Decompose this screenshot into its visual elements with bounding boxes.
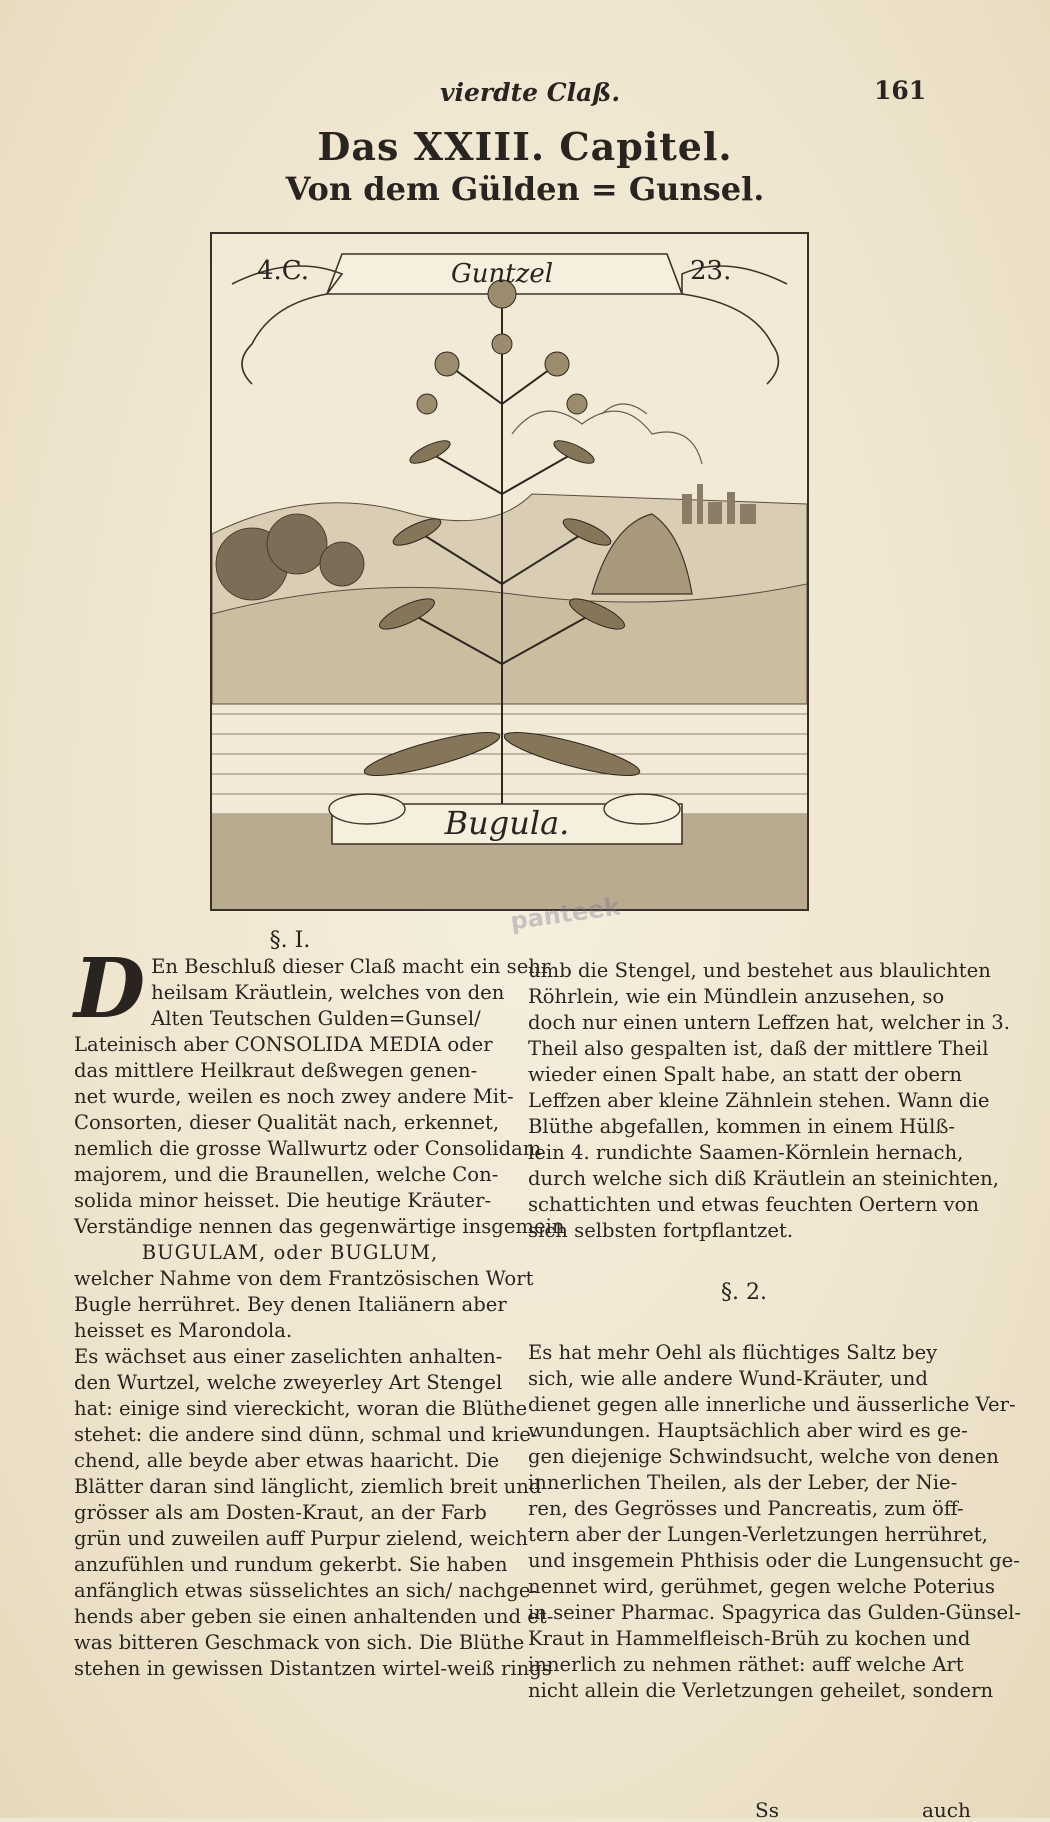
- text-line: Alten Teutschen Gulden=Gunsel/: [151, 1007, 481, 1030]
- text-line: anzufühlen und rundum gekerbt. Sie haben: [74, 1553, 508, 1576]
- text-line: hends aber geben sie einen anhaltenden und et-: [74, 1605, 554, 1628]
- text-line: wundungen. Hauptsächlich aber wird es ge-: [528, 1419, 968, 1442]
- text-line: schattichten und etwas feuchten Oertern von: [528, 1193, 980, 1216]
- text-line: Lateinisch aber CONSOLIDA MEDIA oder: [74, 1033, 493, 1056]
- text-line: lein 4. rundichte Saamen-Körnlein hernach,: [528, 1141, 964, 1164]
- text-line: Es hat mehr Oehl als flüchtiges Saltz bey: [528, 1341, 938, 1364]
- text-line: anfänglich etwas süsselichtes an sich/ nachge-: [74, 1579, 538, 1602]
- text-line: chend, alle beyde aber etwas haaricht. Die: [74, 1449, 500, 1472]
- chapter-subtitle: Von dem Gülden = Gunsel.: [285, 170, 765, 208]
- text-line: Blätter daran sind länglicht, ziemlich breit und: [74, 1475, 542, 1498]
- text-line: und insgemein Phthisis oder die Lungensucht ge-: [528, 1549, 1020, 1572]
- section-1-right-text: [528, 958, 1010, 1244]
- page-number: 161: [874, 76, 927, 105]
- text-line: innerlich zu nehmen räthet: auff welche Art: [528, 1653, 964, 1676]
- text-line: Consorten, dieser Qualität nach, erkennet,: [74, 1111, 500, 1134]
- text-line: hat: einige sind viereckicht, woran die Blüthe: [74, 1397, 528, 1420]
- section-1-heading: §. I.: [269, 928, 311, 953]
- section-1-text-continued: [74, 1266, 554, 1682]
- text-line: was bitteren Geschmack von sich. Die Blüthe: [74, 1631, 525, 1654]
- text-line: ren, des Gegrösses und Pancreatis, zum öff-: [528, 1497, 964, 1520]
- text-line: Theil also gespalten ist, daß der mittlere Theil: [528, 1037, 989, 1060]
- text-line: Röhrlein, wie ein Mündlein anzusehen, so: [528, 985, 945, 1008]
- text-line: sich selbsten fortpflantzet.: [528, 1219, 794, 1242]
- text-line: gen diejenige Schwindsucht, welche von denen: [528, 1445, 999, 1468]
- text-line: grün und zuweilen auff Purpur zielend, weich: [74, 1527, 528, 1550]
- text-line: Verständige nennen das gegenwärtige insgemein: [74, 1215, 565, 1238]
- text-line: net wurde, weilen es noch zwey andere Mit-: [74, 1085, 514, 1108]
- banner-top-label: Guntzel: [450, 259, 554, 289]
- running-head: vierdte Claß.: [440, 78, 621, 107]
- text-line: doch nur einen untern Leffzen hat, welcher in 3.: [528, 1011, 1010, 1034]
- text-line: solida minor heisset. Die heutige Kräuter-: [74, 1189, 492, 1212]
- watermark: panteek: [508, 892, 622, 936]
- text-line: Bugle herrühret. Bey denen Italiänern aber: [74, 1293, 507, 1316]
- text-line: das mittlere Heilkraut deßwegen genen-: [74, 1059, 478, 1082]
- text-line: umb die Stengel, und bestehet aus blaulichten: [528, 959, 991, 982]
- section-2-text: [528, 1340, 1022, 1704]
- text-line: dienet gegen alle innerliche und äusserliche Ver-: [528, 1393, 1016, 1416]
- banner-bottom-label: Bugula.: [444, 804, 570, 842]
- text-line: majorem, und die Braunellen, welche Con-: [74, 1163, 499, 1186]
- engraving-illustration: [212, 234, 807, 909]
- right-column: [528, 958, 1022, 1704]
- text-line: stehen in gewissen Distantzen wirtel-weiß rings: [74, 1657, 552, 1680]
- plate-left-label: 4.C.: [257, 256, 310, 286]
- text-line: nicht allein die Verletzungen geheilet, sondern: [528, 1679, 994, 1702]
- text-line: durch welche sich diß Kräutlein an steinichten,: [528, 1167, 999, 1190]
- left-column: [74, 928, 565, 1682]
- text-line: innerlichen Theilen, als der Leber, der Nie-: [528, 1471, 958, 1494]
- catchword: auch: [922, 1798, 971, 1822]
- text-line: En Beschluß dieser Claß macht ein sehr: [151, 955, 551, 978]
- text-line: heisset es Marondola.: [74, 1319, 293, 1342]
- text-line: nemlich die grosse Wallwurtz oder Consolidam: [74, 1137, 542, 1160]
- drop-cap: D: [74, 941, 146, 1037]
- latin-name-line: BUGULAM, oder BUGLUM,: [141, 1241, 439, 1264]
- text-line: wieder einen Spalt habe, an statt der obern: [528, 1063, 962, 1086]
- text-line: tern aber der Lungen-Verletzungen herrühret,: [528, 1523, 988, 1546]
- text-line: Blüthe abgefallen, kommen in einem Hülß-: [528, 1115, 956, 1138]
- text-line: grösser als am Dosten-Kraut, an der Farb: [74, 1501, 487, 1524]
- text-line: nennet wird, gerühmet, gegen welche Poterius: [528, 1575, 995, 1598]
- text-line: Es wächset aus einer zaselichten anhalten-: [74, 1345, 503, 1368]
- text-line: den Wurtzel, welche zweyerley Art Stengel: [74, 1371, 503, 1394]
- section-2-heading: §. 2.: [721, 1280, 767, 1305]
- plate-right-label: 23.: [690, 256, 732, 286]
- botanical-engraving: [210, 232, 809, 911]
- text-line: welcher Nahme von dem Frantzösischen Wort: [74, 1267, 534, 1290]
- chapter-title: Das XXIII. Capitel.: [317, 124, 733, 169]
- text-line: Kraut in Hammelfleisch-Brüh zu kochen und: [528, 1627, 971, 1650]
- text-line: heilsam Kräutlein, welches von den: [151, 981, 505, 1004]
- text-line: stehet: die andere sind dünn, schmal und krie-: [74, 1423, 538, 1446]
- text-line: in seiner Pharmac. Spagyrica das Gulden-Günsel-: [528, 1601, 1022, 1624]
- text-line: Leffzen aber kleine Zähnlein stehen. Wann die: [528, 1089, 990, 1112]
- text-line: sich, wie alle andere Wund-Kräuter, und: [528, 1367, 928, 1390]
- page-header: [0, 78, 1050, 118]
- signature-mark: Ss: [755, 1798, 779, 1822]
